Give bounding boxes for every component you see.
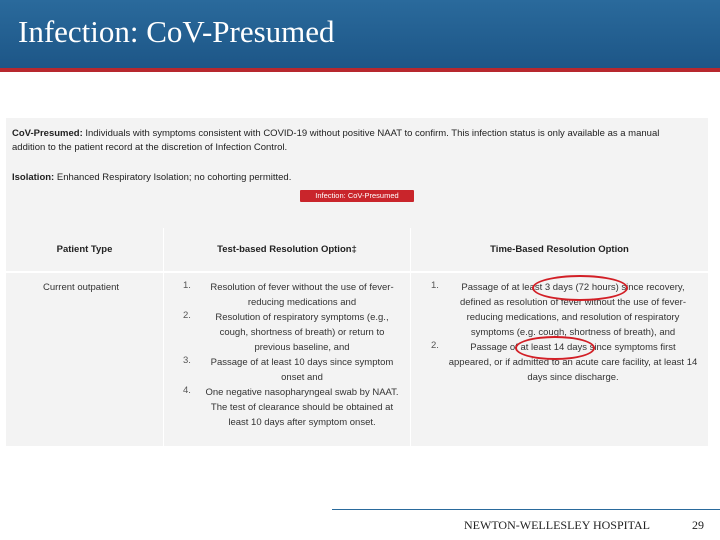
time-item-2-line: appeared, or if admitted to an acute care facility, at least 14 <box>448 357 698 368</box>
time-item-1-line: symptoms (e.g. cough, shortness of breath), and <box>470 327 676 338</box>
header-test-based: Test-based Resolution Option‡ <box>217 244 357 255</box>
test-item-number: 2. <box>183 310 191 321</box>
isolation-text: Enhanced Respiratory Isolation; no cohorting permitted. <box>54 172 292 183</box>
isolation-label: Isolation: <box>12 172 55 183</box>
page-number: 29 <box>692 518 704 532</box>
test-item-1-line: reducing medications and <box>247 297 357 308</box>
test-item-3-line: onset and <box>281 372 323 383</box>
definition-text: Individuals with symptoms consistent with COVID-19 without positive NAAT to confirm. This infection status is only available as a manual <box>82 128 660 139</box>
test-item-2-line: cough, shortness of breath) or return to <box>219 327 385 338</box>
test-item-number: 4. <box>183 385 191 396</box>
row-divider <box>6 271 708 273</box>
footer-divider <box>332 509 720 510</box>
definition-label: CoV-Presumed: <box>12 128 83 139</box>
time-item-number: 1. <box>431 280 439 291</box>
resolution-table <box>6 228 708 446</box>
test-item-1-line: Resolution of fever without the use of fever- <box>210 282 394 293</box>
test-item-2-line: Resolution of respiratory symptoms (e.g., <box>215 312 389 323</box>
test-item-4-line: least 10 days after symptom onset. <box>228 417 376 428</box>
isolation-line <box>12 171 291 184</box>
column-divider <box>163 228 164 446</box>
slide-title: Infection: CoV-Presumed <box>18 14 335 49</box>
time-item-1-line: defined as resolution of fever without the use of fever- <box>459 297 687 308</box>
time-item-1-line: reducing medications, and resolution of respiratory <box>466 312 680 323</box>
definition-line-1 <box>12 127 659 140</box>
time-item-2-line: days since discharge. <box>527 372 619 383</box>
column-divider <box>410 228 411 446</box>
test-item-4-line: The test of clearance should be obtained at <box>210 402 394 413</box>
header-patient-type: Patient Type <box>56 244 113 255</box>
footer-organization: NEWTON-WELLESLEY HOSPITAL <box>464 518 651 532</box>
patient-type-cell: Current outpatient <box>43 282 120 293</box>
definition-panel <box>6 118 708 228</box>
test-item-4-line: One negative nasopharyngeal swab by NAAT. <box>205 387 399 398</box>
definition-line-2: addition to the patient record at the discretion of Infection Control. <box>12 142 288 153</box>
time-item-number: 2. <box>431 340 439 351</box>
test-item-3-line: Passage of at least 10 days since symptom <box>210 357 394 368</box>
time-item-1-line: Passage of at least 3 days (72 hours) since recovery, <box>461 282 685 293</box>
test-item-number: 1. <box>183 280 191 291</box>
test-item-number: 3. <box>183 355 191 366</box>
highlight-circle-14-days <box>515 336 595 360</box>
time-item-2-line: Passage of at least 14 days since symptoms first <box>470 342 676 353</box>
infection-banner: Infection: CoV-Presumed <box>300 190 414 202</box>
header-time-based: Time-Based Resolution Option <box>490 244 629 255</box>
highlight-circle-3-days <box>532 275 628 301</box>
title-accent-stripe <box>0 68 720 72</box>
test-item-2-line: previous baseline, and <box>254 342 350 353</box>
